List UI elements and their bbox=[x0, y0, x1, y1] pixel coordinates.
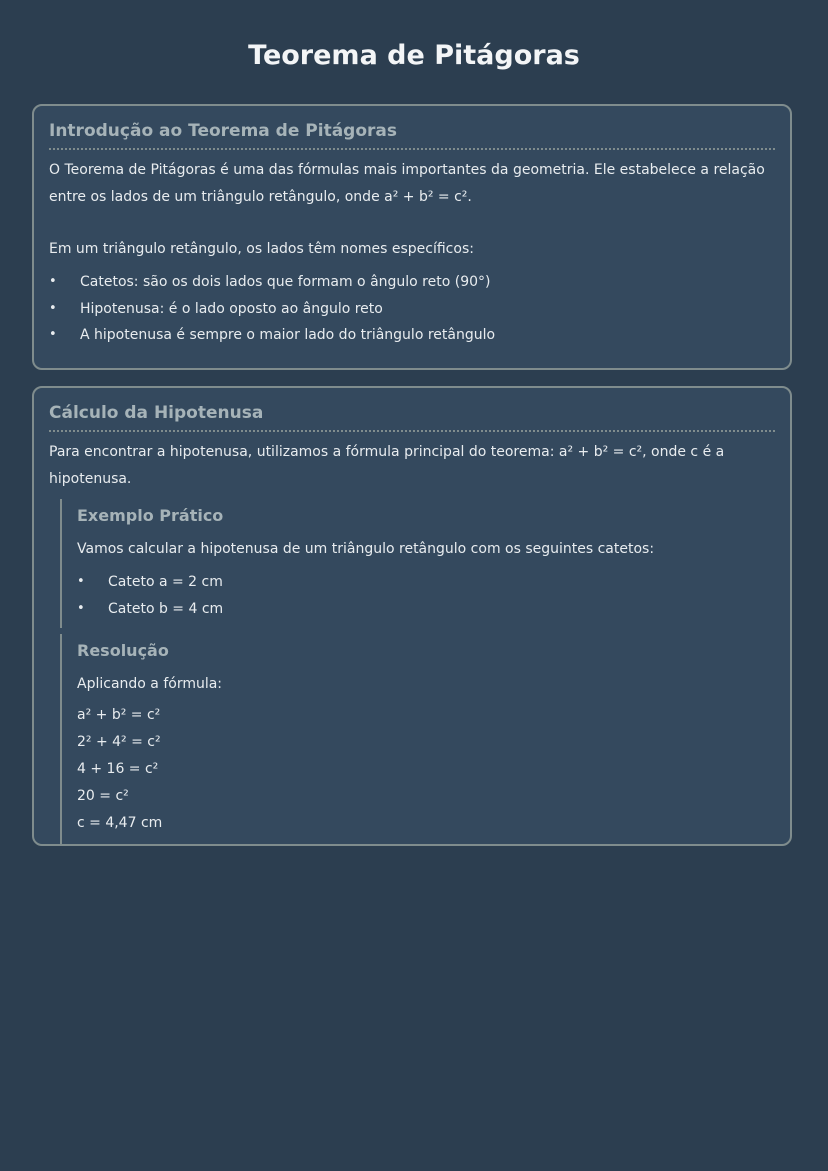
list-item-text: Hipotenusa: é o lado oposto ao ângulo reto bbox=[80, 300, 383, 317]
intro-heading: Introdução ao Teorema de Pitágoras bbox=[49, 120, 775, 150]
intro-card bbox=[32, 104, 792, 370]
list-item bbox=[49, 269, 775, 296]
equation-lines bbox=[77, 702, 775, 837]
resolution-block bbox=[60, 634, 775, 845]
list-item-text: Cateto b = 4 cm bbox=[108, 600, 224, 617]
bullet-icon: • bbox=[49, 327, 57, 342]
resolution-heading: Resolução bbox=[77, 641, 169, 660]
list-item-text: Cateto a = 2 cm bbox=[108, 574, 223, 590]
bullet-icon: • bbox=[49, 300, 57, 316]
calculation-card bbox=[32, 386, 792, 846]
list-item bbox=[49, 296, 775, 323]
bullet-icon: • bbox=[49, 274, 57, 289]
equation-line: a² + b² = c² bbox=[77, 707, 161, 723]
bullet-icon: • bbox=[77, 600, 85, 616]
example-block bbox=[60, 499, 775, 628]
list-item-text: Catetos: são os dois lados que formam o ângulo reto (90°) bbox=[80, 274, 491, 290]
equation-line: 20 = c² bbox=[77, 788, 129, 804]
intro-paragraph: O Teorema de Pitágoras é uma das fórmulas mais importantes da geometria. Ele estabelece a relação entre os lados de um triângulo retângulo, onde a² + b² = c². bbox=[49, 162, 765, 205]
equation-line: 4 + 16 = c² bbox=[77, 761, 159, 777]
equation-line: c = 4,47 cm bbox=[77, 815, 163, 831]
page-title: Teorema de Pitágoras bbox=[248, 40, 580, 71]
example-text: Vamos calcular a hipotenusa de um triângulo retângulo com os seguintes catetos: bbox=[77, 541, 655, 557]
bullet-icon: • bbox=[77, 574, 85, 589]
calculation-heading: Cálculo da Hipotenusa bbox=[49, 402, 775, 432]
intro-paragraph-sides: Em um triângulo retângulo, os lados têm nomes específicos: bbox=[49, 241, 474, 257]
list-item bbox=[77, 569, 775, 596]
resolution-intro: Aplicando a fórmula: bbox=[77, 676, 223, 692]
equation-line: 2² + 4² = c² bbox=[77, 734, 161, 750]
example-heading: Exemplo Prático bbox=[77, 506, 224, 525]
list-item bbox=[49, 322, 775, 349]
calculation-paragraph: Para encontrar a hipotenusa, utilizamos a fórmula principal do teorema: a² + b² = c², onde c é a hipotenusa. bbox=[49, 444, 725, 487]
example-list bbox=[77, 569, 775, 622]
intro-list bbox=[49, 269, 775, 349]
list-item bbox=[77, 596, 775, 623]
list-item-text: A hipotenusa é sempre o maior lado do triângulo retângulo bbox=[80, 327, 496, 343]
